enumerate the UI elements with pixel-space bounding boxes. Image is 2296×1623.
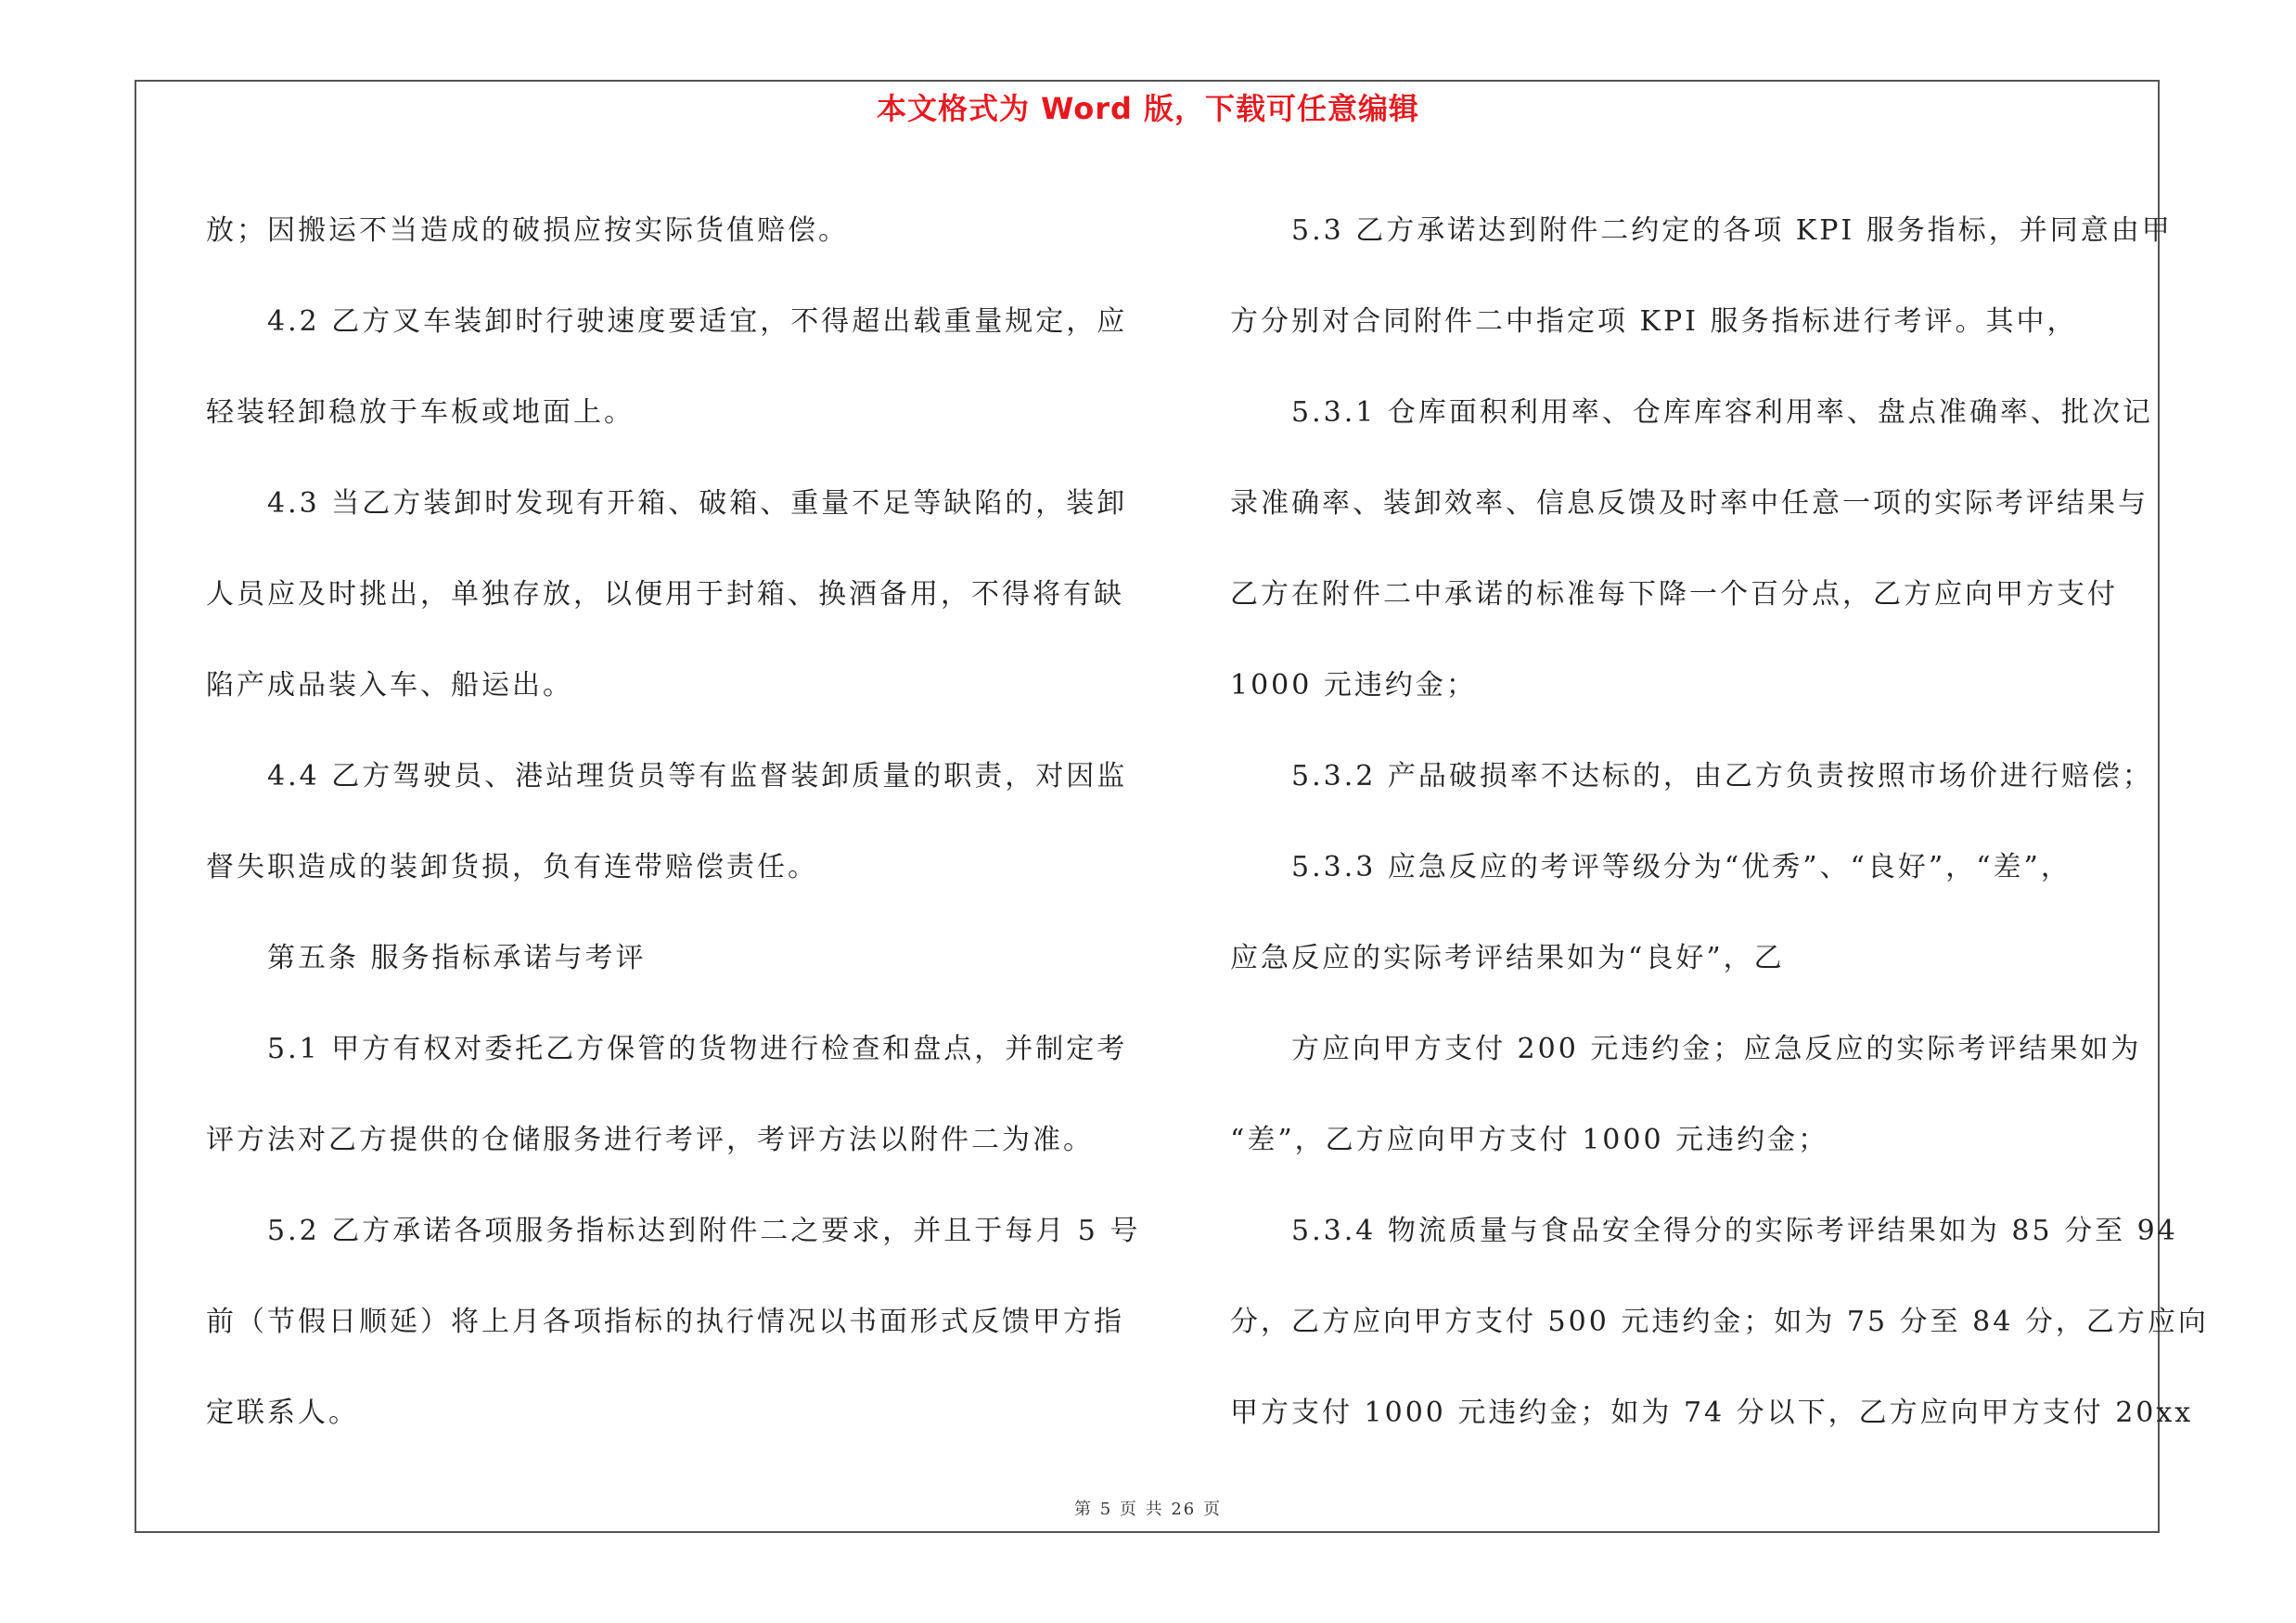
text-line: 5.3.4 物流质量与食品安全得分的实际考评结果如为 85 分至 94 [1291, 1215, 2178, 1247]
text-line: 乙方在附件二中承诺的标准每下降一个百分点，乙方应向甲方支付 [1230, 578, 2118, 611]
text-line: 前（节假日顺延）将上月各项指标的执行情况以书面形式反馈甲方指 [206, 1306, 1124, 1338]
right-column [1230, 186, 2209, 1459]
text-line: 5.1 甲方有权对委托乙方保管的货物进行检查和盘点，并制定考 [267, 1033, 1128, 1065]
text-line: 轻装轻卸稳放于车板或地面上。 [206, 396, 635, 429]
text-line: 应急反应的实际考评结果如为“良好”，乙 [1230, 942, 1785, 974]
text-line: 5.3.1 仓库面积利用率、仓库库容利用率、盘点准确率、批次记 [1291, 396, 2153, 429]
text-line: 人员应及时挑出，单独存放，以便用于封箱、换酒备用，不得将有缺 [206, 578, 1124, 611]
section-heading: 第五条 服务指标承诺与考评 [267, 942, 647, 974]
text-line: 分，乙方应向甲方支付 500 元违约金；如为 75 分至 84 分，乙方应向 [1230, 1306, 2209, 1338]
text-line: 录准确率、装卸效率、信息反馈及时率中任意一项的实际考评结果与 [1230, 487, 2148, 520]
text-line: 评方法对乙方提供的仓储服务进行考评，考评方法以附件二为准。 [206, 1124, 1094, 1156]
text-line: 4.3 当乙方装卸时发现有开箱、破箱、重量不足等缺陷的，装卸 [267, 487, 1128, 520]
text-line: 方应向甲方支付 200 元违约金；应急反应的实际考评结果如为 [1291, 1033, 2142, 1065]
text-line: 4.2 乙方叉车装卸时行驶速度要适宜，不得超出载重量规定，应 [267, 305, 1128, 338]
text-line: 陷产成品装入车、船运出。 [206, 669, 573, 702]
left-column [206, 186, 1141, 1459]
text-line: 放；因搬运不当造成的破损应按实际货值赔偿。 [206, 214, 849, 247]
page-number: 第 5 页 共 26 页 [1074, 1500, 1222, 1519]
text-line: 甲方支付 1000 元违约金；如为 74 分以下，乙方应向甲方支付 20xx [1230, 1397, 2194, 1429]
text-line: 5.3 乙方承诺达到附件二约定的各项 KPI 服务指标，并同意由甲 [1291, 214, 2173, 247]
text-line: 5.3.3 应急反应的考评等级分为“优秀”、“良好”，“差”， [1291, 851, 2072, 883]
text-line: “差”，乙方应向甲方支付 1000 元违约金； [1230, 1124, 1829, 1156]
text-line: 4.4 乙方驾驶员、港站理货员等有监督装卸质量的职责，对因监 [267, 760, 1128, 792]
text-line: 督失职造成的装卸货损，负有连带赔偿责任。 [206, 851, 818, 883]
text-line: 5.2 乙方承诺各项服务指标达到附件二之要求，并且于每月 5 号 [267, 1215, 1141, 1247]
format-banner: 本文格式为 Word 版，下载可任意编辑 [876, 91, 1420, 126]
text-line: 1000 元违约金； [1230, 669, 1477, 702]
text-line: 方分别对合同附件二中指定项 KPI 服务指标进行考评。其中， [1230, 305, 2078, 338]
text-line: 5.3.2 产品破损率不达标的，由乙方负责按照市场价进行赔偿； [1291, 760, 2153, 792]
text-line: 定联系人。 [206, 1397, 359, 1429]
